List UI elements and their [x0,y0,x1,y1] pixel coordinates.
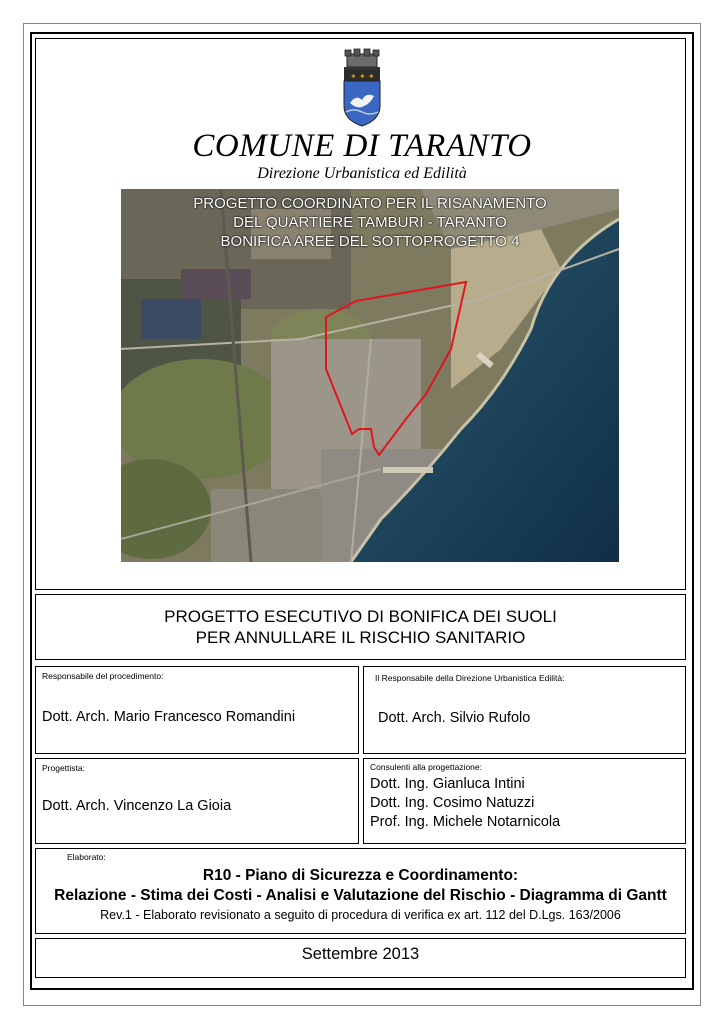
elaborato-label: Elaborato: [67,852,106,862]
taranto-coat-of-arms-icon [336,48,388,128]
photo-caption-line: DEL QUARTIERE TAMBURI - TARANTO [233,214,507,231]
project-title-line: PROGETTO ESECUTIVO DI BONIFICA DEI SUOLI [164,607,557,626]
elaborato-title [35,866,686,906]
consulente-name: Dott. Ing. Gianluca Intini [370,776,525,792]
photo-caption-line: BONIFICA AREE DEL SOTTOPROGETTO 4 [220,233,520,250]
photo-caption [121,194,619,251]
progettista-label: Progettista: [42,763,85,773]
elaborato-title-line: Relazione - Stima dei Costi - Analisi e Valutazione del Rischio - Diagramma di Gantt [54,887,667,904]
responsabile-name: Dott. Arch. Mario Francesco Romandini [42,709,296,725]
progettista-name: Dott. Arch. Vincenzo La Gioia [42,798,232,814]
photo-caption-line: PROGETTO COORDINATO PER IL RISANAMENTO [193,195,547,212]
consulenti-list [370,775,560,832]
svg-text:✦: ✦ [368,72,375,81]
page-subtitle: Direzione Urbanistica ed Edilità [257,165,467,182]
svg-text:✦: ✦ [350,72,357,81]
direzione-name: Dott. Arch. Silvio Rufolo [378,710,531,726]
elaborato-revision: Rev.1 - Elaborato revisionato a seguito di procedura di verifica ex art. 112 del D.Lgs. 163/2006 [100,908,621,922]
responsabile-label: Responsabile del procedimento: [42,671,164,681]
svg-text:✦: ✦ [359,72,366,81]
document-date: Settembre 2013 [301,945,420,963]
consulenti-label: Consulenti alla progettazione: [370,762,482,772]
elaborato-title-line: R10 - Piano di Sicurezza e Coordinamento: [202,867,519,884]
project-title-line: PER ANNULLARE IL RISCHIO SANITARIO [195,628,526,647]
project-title [35,606,686,648]
page-title: COMUNE DI TARANTO [192,128,532,164]
consulente-name: Dott. Ing. Cosimo Natuzzi [370,795,535,811]
consulente-name: Prof. Ing. Michele Notarnicola [370,814,561,830]
direzione-label: Il Responsabile della Direzione Urbanistica Edilità: [375,673,565,683]
